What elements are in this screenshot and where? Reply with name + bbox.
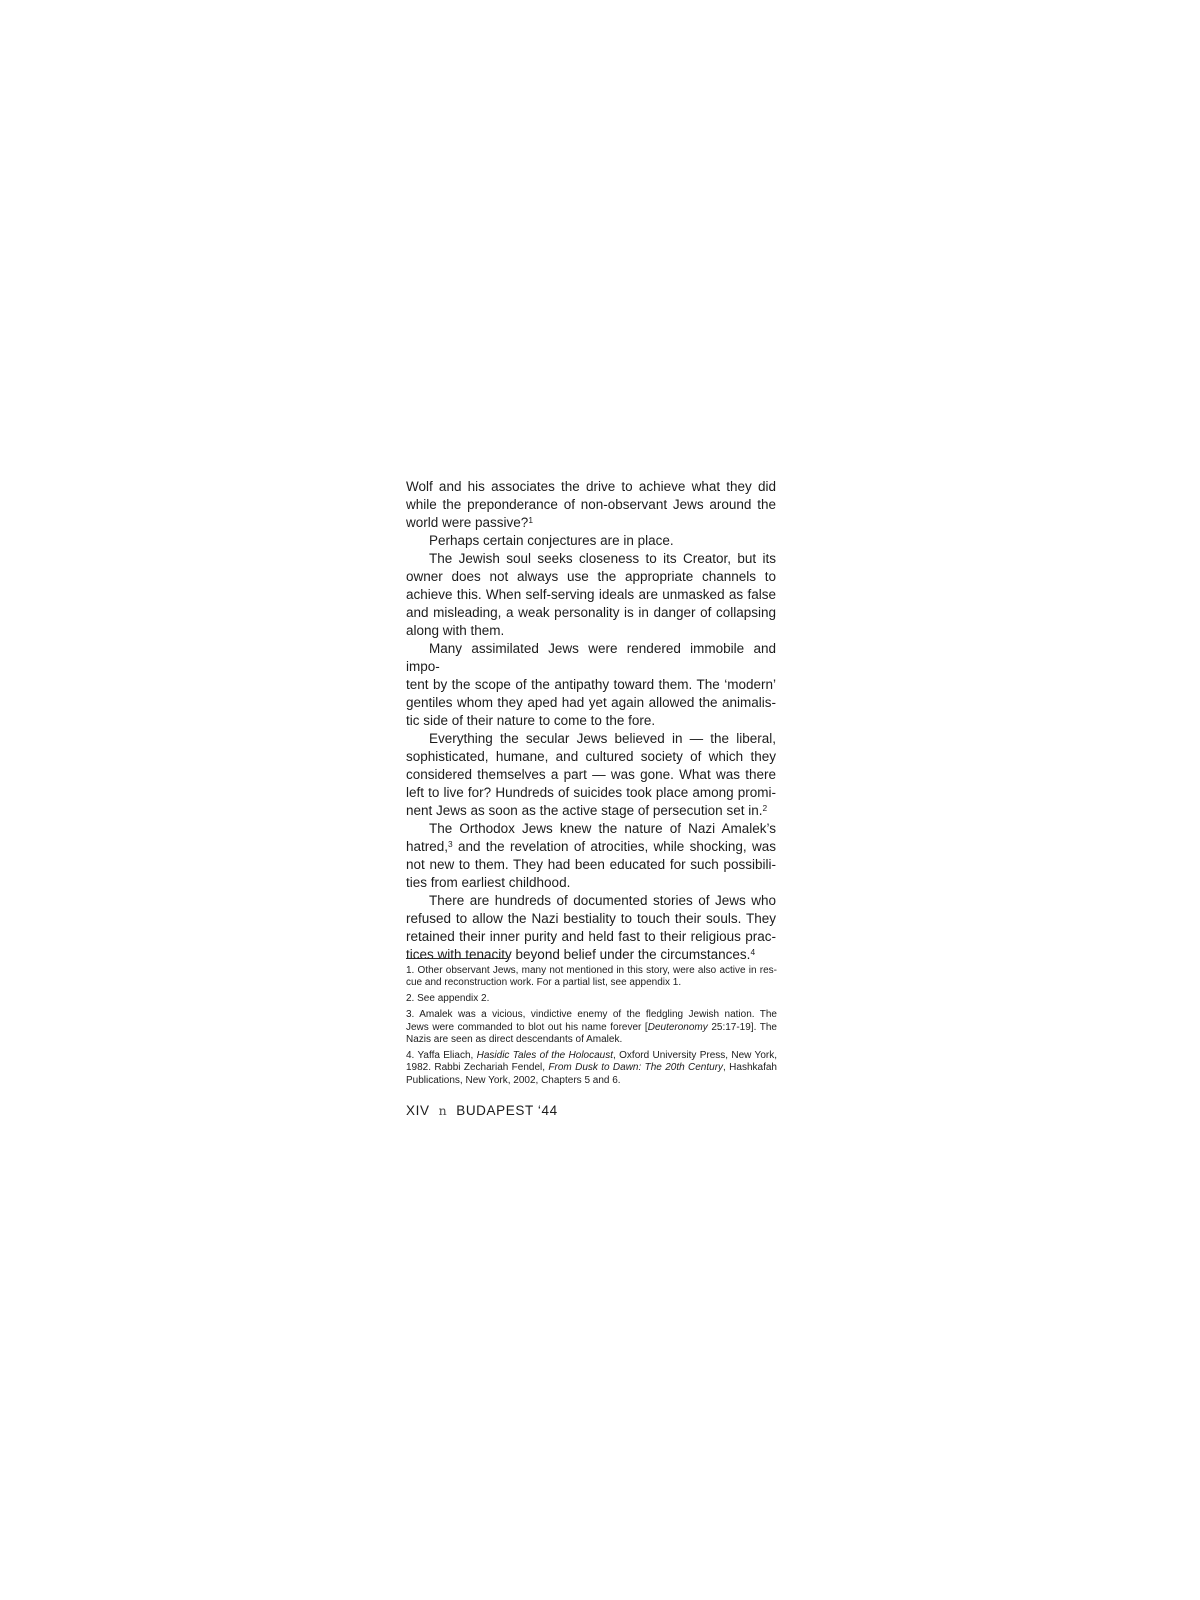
body-text xyxy=(406,478,776,964)
text-line: Everything the secular Jews believed in — the liberal, xyxy=(429,731,776,746)
text-line: 3. Amalek was a vicious, vindictive enemy of the fledgling Jewish nation. The xyxy=(406,1009,777,1021)
text-line: Jews were commanded to blot out his name forever [Deuteronomy 25:17-19]. The xyxy=(406,1021,777,1033)
text-line: 4. Yaffa Eliach, Hasidic Tales of the Holocaust, Oxford University Press, New York, xyxy=(406,1049,777,1061)
page-footer xyxy=(406,1103,558,1118)
paragraph xyxy=(406,892,776,964)
text-line: nent Jews as soon as the active stage of persecution set in.$^2$ xyxy=(406,803,768,818)
footnote xyxy=(406,1009,777,1046)
text-line: 1982. Rabbi Zechariah Fendel, From Dusk to Dawn: The 20th Century, Hashkafah xyxy=(406,1062,777,1074)
text-line: along with them. xyxy=(406,623,505,638)
text-line: owner does not always use the appropriate channels to xyxy=(406,569,776,584)
text-line: left to live for? Hundreds of suicides took place among promi- xyxy=(406,785,776,800)
text-line: refused to allow the Nazi bestiality to touch their souls. They xyxy=(406,911,776,926)
text-line: considered themselves a part — was gone. What was there xyxy=(406,767,776,782)
text-line: cue and reconstruction work. For a partial list, see appendix 1. xyxy=(406,977,682,989)
footnotes xyxy=(406,965,777,1087)
text-line: tent by the scope of the antipathy toward them. The ‘modern’ xyxy=(406,677,776,692)
text-line: Wolf and his associates the drive to achieve what they did xyxy=(406,479,776,494)
text-line: world were passive?$^1$ xyxy=(406,515,533,530)
footnote xyxy=(406,965,777,990)
text-line: There are hundreds of documented stories of Jews who xyxy=(429,893,776,908)
paragraph xyxy=(406,478,776,532)
text-line: while the preponderance of non-observant Jews around the xyxy=(406,497,776,512)
text-line: and misleading, a weak personality is in danger of collapsing xyxy=(406,605,776,620)
book-title: BUDAPEST ‘44 xyxy=(456,1103,558,1118)
text-line: hatred,$^3$ and the revelation of atrocities, while shocking, was xyxy=(406,839,776,854)
text-line: gentiles whom they aped had yet again allowed the animalis- xyxy=(406,695,776,710)
text-line: tic side of their nature to come to the fore. xyxy=(406,713,656,728)
text-line: sophisticated, humane, and cultured society of which they xyxy=(406,749,776,764)
text-line: 1. Other observant Jews, many not mentioned in this story, were also active in res- xyxy=(406,965,777,976)
footnote-separator-rule xyxy=(406,958,507,959)
text-line: retained their inner purity and held fast to their religious prac- xyxy=(406,929,776,944)
paragraph xyxy=(406,820,776,892)
text-line: tices with tenacity beyond belief under the circumstances.$^4$ xyxy=(406,947,756,962)
text-line: achieve this. When self-serving ideals are unmasked as false xyxy=(406,587,776,602)
footnote xyxy=(406,1050,777,1087)
text-line: The Orthodox Jews knew the nature of Nazi Amalek’s xyxy=(429,821,776,836)
paragraph xyxy=(406,640,776,730)
footer-separator-glyph: n xyxy=(438,1103,448,1118)
text-line: 2. See appendix 2. xyxy=(406,993,490,1005)
text-line: Many assimilated Jews were rendered immobile and impo- xyxy=(406,641,776,674)
text-line: Nazis are seen as direct descendants of Amalek. xyxy=(406,1034,623,1046)
text-line: Publications, New York, 2002, Chapters 5 and 6. xyxy=(406,1074,621,1086)
text-line: not new to them. They had been educated for such possibili- xyxy=(406,857,776,872)
footnote xyxy=(406,993,777,1005)
paragraph xyxy=(406,532,776,550)
text-line: The Jewish soul seeks closeness to its Creator, but its xyxy=(429,551,776,566)
text-line: Perhaps certain conjectures are in place. xyxy=(429,533,674,548)
page-number: XIV xyxy=(406,1103,430,1118)
paragraph xyxy=(406,730,776,820)
paragraph xyxy=(406,550,776,640)
text-line: ties from earliest childhood. xyxy=(406,875,571,890)
